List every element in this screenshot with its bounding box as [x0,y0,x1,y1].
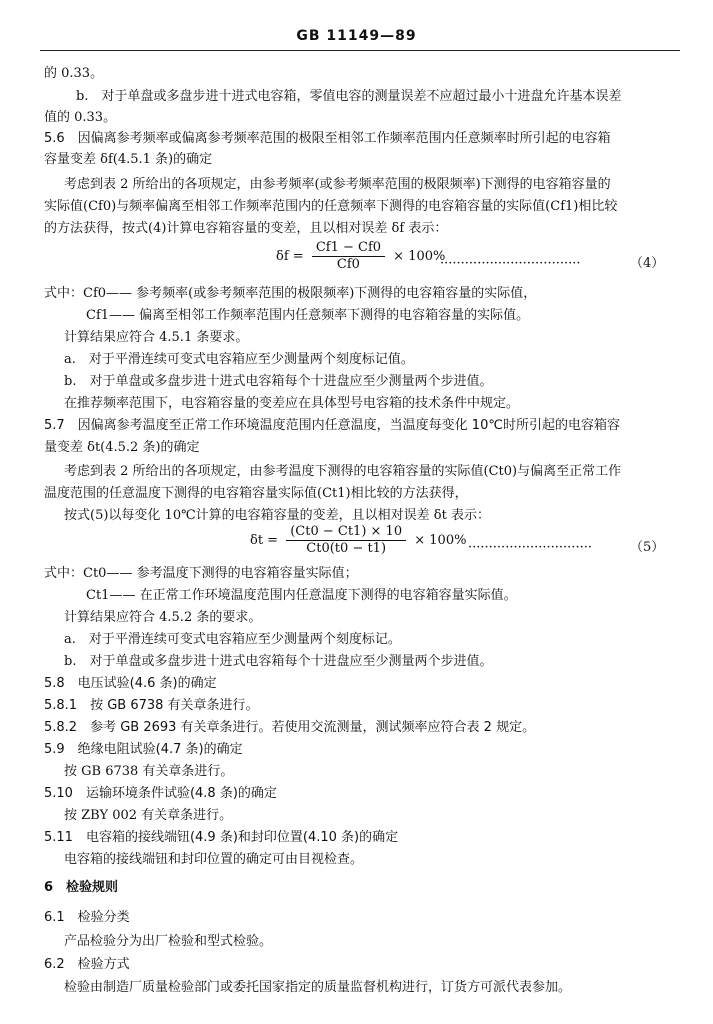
text-line: 量变差 δt(4.5.2 条)的确定 [44,440,200,455]
page-header: GB 11149—89 [296,28,417,44]
eq4-denominator: Cf0 [336,257,360,272]
equation-4 [276,240,445,273]
text-line: Cf1—— 偏离至相邻工作频率范围内任意频率下测得的电容箱容量的实际值。 [86,308,530,323]
text-line: 实际值(Cf0)与频率偏离至相邻工作频率范围内的任意频率下测得的电容箱容量的实际值(Cf1)相比较 [44,199,618,214]
eq5-leader-dots: ······························ [468,540,592,555]
text-line: 检验由制造厂质量检验部门或委托国家指定的质量监督机构进行，订货方可派代表参加。 [64,980,572,995]
section-heading: 6.1 检验分类 [44,910,130,925]
list-item: a. 对于平滑连续可变式电容箱应至少测量两个刻度标记值。 [64,352,414,367]
text-line: 在推荐频率范围下，电容箱容量的变差应在具体型号电容箱的技术条件中规定。 [64,396,520,411]
list-item: b. 对于单盘或多盘步进十进式电容箱每个十进盘应至少测量两个步进值。 [64,654,493,669]
text-line: 按 ZBY 002 有关章条进行。 [64,808,233,823]
section-heading: 5.6 因偏离参考频率或偏离参考频率范围的极限至相邻工作频率范围内任意频率时所引起的电容箱 [44,131,611,146]
text-line: 容量变差 δf(4.5.1 条)的确定 [44,152,213,167]
eq4-fraction [312,240,385,273]
eq5-numerator: (Ct0 − Ct1) × 10 [286,524,406,541]
section-heading: 5.9 绝缘电阻试验(4.7 条)的确定 [44,742,243,757]
section-heading: 5.8.2 参考 GB 2693 有关章条进行。若使用交流测量，测试频率应符合表 2 规定。 [44,720,536,735]
section-heading: 5.11 电容箱的接线端钮(4.9 条)和封印位置(4.10 条)的确定 [44,830,399,845]
section-heading: 5.8.1 按 GB 6738 有关章条进行。 [44,698,259,713]
text-line: 式中：Cf0—— 参考频率(或参考频率范围的极限频率)下测得的电容箱容量的实际值， [44,286,537,301]
text-line: b. 对于单盘或多盘步进十进式电容箱，零值电容的测量误差不应超过最小十进盘允许基本误差 [76,89,622,104]
eq5-lhs: δt = [250,533,279,548]
text-line: 考虑到表 2 所给出的各项规定，由参考频率(或参考频率范围的极限频率)下测得的电容箱容量的 [64,177,611,192]
text-line: 式中：Ct0—— 参考温度下测得的电容箱容量实际值； [44,566,358,581]
text-line: 计算结果应符合 4.5.2 条的要求。 [64,610,262,625]
eq5-denominator: Ct0(t0 − t1) [306,541,387,556]
eq4-numerator: Cf1 − Cf0 [312,240,385,257]
section-heading: 5.10 运输环境条件试验(4.8 条)的确定 [44,786,277,801]
header-rule [40,50,680,51]
section-heading: 6.2 检验方式 [44,957,130,972]
list-item: b. 对于单盘或多盘步进十进式电容箱每个十进盘应至少测量两个步进值。 [64,374,493,389]
text-line: 产品检验分为出厂检验和型式检验。 [64,934,273,949]
text-line: 温度范围的任意温度下测得的电容箱容量实际值(Ct1)相比较的方法获得， [44,486,468,501]
text-line: 计算结果应符合 4.5.1 条要求。 [64,330,249,345]
section-heading: 5.7 因偏离参考温度至正常工作环境温度范围内任意温度，当温度每变化 10℃时所引起的电容箱容 [44,418,620,433]
text-line: 的 0.33。 [44,66,104,81]
equation-5 [250,524,466,557]
eq5-fraction [286,524,406,557]
eq4-lhs: δf = [276,249,304,264]
text-line: Ct1—— 在正常工作环境温度范围内任意温度下测得的电容箱容量实际值。 [86,588,517,603]
eq4-leader-dots: ·································· [440,256,581,271]
text-line: 的方法获得，按式(4)计算电容箱容量的变差，且以相对误差 δf 表示： [44,221,448,236]
text-line: 按式(5)以每变化 10℃计算的电容箱容量的变差，且以相对误差 δt 表示： [64,508,490,523]
text-line: 考虑到表 2 所给出的各项规定，由参考温度下测得的电容箱容量的实际值(Ct0)与偏离至正常工作 [64,464,622,479]
text-line: 电容箱的接线端钮和封印位置的确定可由目视检查。 [64,852,364,867]
eq4-tail: × 100% [393,249,446,264]
eq5-tail: × 100% [414,533,467,548]
chapter-heading: 6 检验规则 [44,880,119,895]
section-heading: 5.8 电压试验(4.6 条)的确定 [44,676,217,691]
list-item: a. 对于平滑连续可变式电容箱应至少测量两个刻度标记。 [64,632,401,647]
eq5-number: （5） [630,540,665,555]
text-line: 按 GB 6738 有关章条进行。 [64,764,234,779]
eq4-number: （4） [630,256,665,271]
text-line: 值的 0.33。 [44,110,117,125]
